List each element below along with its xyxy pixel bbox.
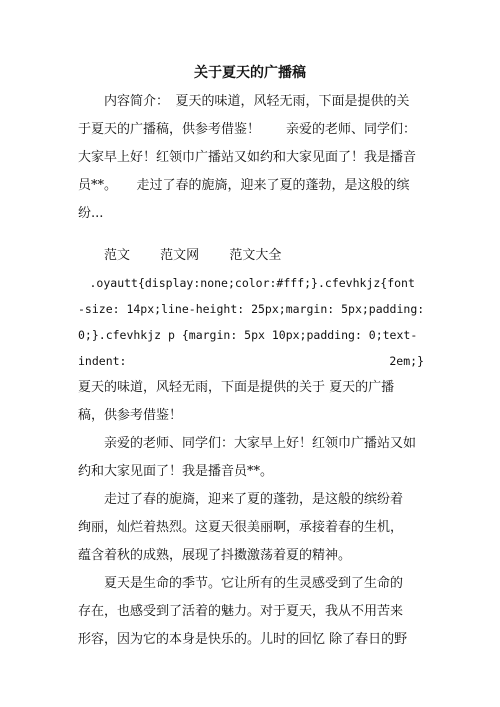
body-line: 亲爱的老师、同学们：大家早上好！红领巾广播站又如 (78, 436, 417, 451)
body-line: 夏天是生命的季节。它让所有的生灵感受到了生命的 (78, 576, 404, 591)
body-line: 走过了春的旎旖，迎来了夏的蓬勃，是这般的缤纷着 (78, 492, 404, 507)
intro-summary (78, 88, 424, 228)
body-line: 形容，因为它的本身是快乐的。儿时的回忆 除了春日的野 (78, 632, 408, 647)
article-body (78, 374, 424, 654)
code-line (78, 348, 424, 374)
body-line: 绚丽，灿烂着热烈。这夏天很美丽啊，承接着春的生机， (78, 520, 404, 535)
intro-line: 于夏天的广播稿，供参考借鉴！ 亲爱的老师、同学们： (78, 122, 417, 137)
nav-link-fanwenwang[interactable]: 范文网 (160, 248, 200, 263)
intro-line: 纷... (78, 206, 104, 221)
code-line: .oyautt{display:none;color:#fff;}.cfevhkjz{font (78, 276, 415, 290)
code-fragment: 2em;} (389, 354, 424, 368)
nav-link-fanwendaquan[interactable]: 范文大全 (229, 248, 282, 263)
intro-line: 内容简介： 夏天的味道，风轻无雨，下面是提供的关 (78, 94, 410, 109)
code-fragment: indent: (78, 354, 127, 368)
css-code-block (78, 270, 424, 374)
body-line: 稿，供参考借鉴！ (78, 408, 183, 423)
body-line: 约和大家见面了！我是播音员**。 (78, 464, 274, 479)
body-line: 蕴含着秋的成熟，展现了抖擞激荡着夏的精神。 (78, 548, 352, 563)
code-line: 0;}.cfevhkjz p {margin: 5px 10px;padding: 0;text- (78, 328, 418, 342)
body-line: 存在，也感受到了活着的魅力。对于夏天，我从不用苦来 (78, 604, 404, 619)
intro-line: 大家早上好！红领巾广播站又如约和大家见面了！我是播音 (78, 150, 417, 165)
breadcrumb (104, 244, 307, 263)
nav-link-fanwen[interactable]: 范文 (104, 248, 131, 263)
body-line: 夏天的味道，风轻无雨，下面是提供的关于 夏天的广播 (78, 380, 395, 395)
code-line: -size: 14px;line-height: 25px;margin: 5px;padding: (78, 302, 424, 316)
intro-line: 员**。 走过了春的旎旖，迎来了夏的蓬勃，是这般的缤 (78, 178, 410, 193)
page-title: 关于夏天的广播稿 (194, 65, 306, 81)
